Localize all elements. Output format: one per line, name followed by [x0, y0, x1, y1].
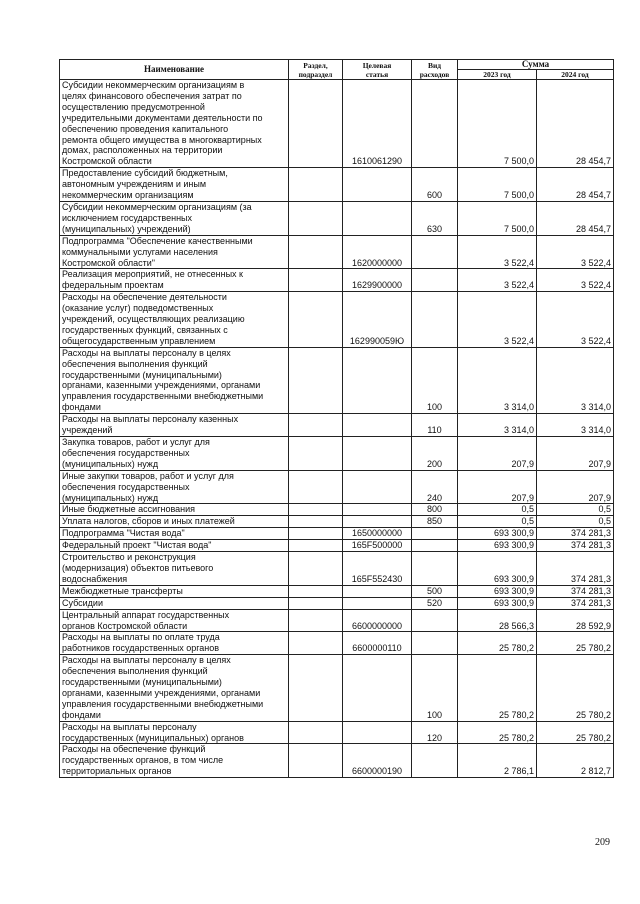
cell-name: Расходы на выплаты персоналу казенных учреждений: [60, 414, 289, 437]
cell-2024: 374 281,3: [537, 540, 614, 552]
header-year-2023: 2023 год: [458, 70, 537, 80]
cell-section: [289, 269, 343, 292]
cell-name: Субсидии: [60, 597, 289, 609]
cell-target: 165F552430: [343, 552, 412, 586]
cell-type: 600: [412, 168, 458, 202]
cell-2024: 2 812,7: [537, 744, 614, 778]
cell-section: [289, 655, 343, 721]
table-row: [60, 414, 614, 437]
cell-section: [289, 585, 343, 597]
cell-section: [289, 168, 343, 202]
cell-section: [289, 516, 343, 528]
cell-type: 240: [412, 470, 458, 504]
table-row: [60, 655, 614, 721]
cell-target: 165F500000: [343, 540, 412, 552]
cell-type: [412, 269, 458, 292]
cell-target: 6600000110: [343, 632, 412, 655]
table-body: [60, 80, 614, 778]
cell-target: [343, 504, 412, 516]
cell-type: [412, 528, 458, 540]
table-row: [60, 552, 614, 586]
table-row: [60, 168, 614, 202]
cell-2024: 25 780,2: [537, 632, 614, 655]
cell-type: [412, 235, 458, 269]
cell-type: [412, 744, 458, 778]
header-type: Вид расходов: [412, 60, 458, 80]
cell-2024: 207,9: [537, 437, 614, 471]
cell-2024: 0,5: [537, 516, 614, 528]
cell-section: [289, 437, 343, 471]
cell-type: [412, 552, 458, 586]
cell-type: 850: [412, 516, 458, 528]
cell-name: Центральный аппарат государственных органов Костромской области: [60, 609, 289, 632]
table-row: [60, 80, 614, 168]
cell-type: 630: [412, 201, 458, 235]
cell-name: Расходы на выплаты персоналу в целях обеспечения выполнения функций государственными (муниципальными) органами, казенными учреждениями, органами управления государственными внебюджетными фондами: [60, 347, 289, 413]
cell-2023: 3 522,4: [458, 269, 537, 292]
cell-target: [343, 597, 412, 609]
cell-target: [343, 201, 412, 235]
cell-2023: 7 500,0: [458, 201, 537, 235]
page-number: 209: [595, 837, 610, 848]
budget-table: [59, 59, 614, 778]
cell-target: [343, 437, 412, 471]
cell-name: Субсидии некоммерческим организациям (за исключением государственных (муниципальных) учреждений): [60, 201, 289, 235]
table-row: [60, 437, 614, 471]
table-row: [60, 269, 614, 292]
cell-2024: 3 522,4: [537, 269, 614, 292]
cell-section: [289, 552, 343, 586]
table-row: [60, 585, 614, 597]
cell-section: [289, 347, 343, 413]
table-row: [60, 235, 614, 269]
table-row: [60, 201, 614, 235]
cell-section: [289, 292, 343, 348]
cell-type: 200: [412, 437, 458, 471]
cell-section: [289, 597, 343, 609]
cell-section: [289, 414, 343, 437]
cell-target: [343, 585, 412, 597]
cell-2023: 207,9: [458, 470, 537, 504]
table-row: [60, 597, 614, 609]
cell-section: [289, 201, 343, 235]
cell-2024: 25 780,2: [537, 655, 614, 721]
cell-2023: 693 300,9: [458, 597, 537, 609]
table-row: [60, 504, 614, 516]
cell-2023: 7 500,0: [458, 80, 537, 168]
cell-name: Предоставление субсидий бюджетным, автономным учреждениям и иным некоммерческим организациям: [60, 168, 289, 202]
cell-section: [289, 744, 343, 778]
cell-section: [289, 80, 343, 168]
header-section: Раздел, подраздел: [289, 60, 343, 80]
table-header: [60, 60, 614, 80]
cell-target: 1620000000: [343, 235, 412, 269]
cell-2024: 374 281,3: [537, 528, 614, 540]
cell-type: 110: [412, 414, 458, 437]
cell-target: 6600000000: [343, 609, 412, 632]
cell-name: Расходы на выплаты по оплате труда работников государственных органов: [60, 632, 289, 655]
cell-2023: 7 500,0: [458, 168, 537, 202]
cell-2023: 693 300,9: [458, 585, 537, 597]
table-row: [60, 516, 614, 528]
cell-2023: 3 522,4: [458, 292, 537, 348]
cell-2024: 374 281,3: [537, 585, 614, 597]
cell-section: [289, 721, 343, 744]
cell-2023: 693 300,9: [458, 540, 537, 552]
table-row: [60, 528, 614, 540]
cell-2023: 693 300,9: [458, 552, 537, 586]
cell-type: 120: [412, 721, 458, 744]
cell-name: Межбюджетные трансферты: [60, 585, 289, 597]
cell-type: 800: [412, 504, 458, 516]
cell-2023: 3 314,0: [458, 414, 537, 437]
cell-2024: 0,5: [537, 504, 614, 516]
header-name: Наименование: [60, 60, 289, 80]
cell-name: Субсидии некоммерческим организациям в целях финансового обеспечения затрат по осуществлению предусмотренной учредительными документами деятельности по обеспечению проведения капитального ремонта общего имущества в многоквартирных домах, расположенных на территории Костромской области: [60, 80, 289, 168]
table-row: [60, 609, 614, 632]
cell-name: Подпрограмма "Чистая вода": [60, 528, 289, 540]
cell-section: [289, 470, 343, 504]
cell-section: [289, 504, 343, 516]
cell-target: [343, 655, 412, 721]
cell-target: 6600000190: [343, 744, 412, 778]
cell-2023: 2 786,1: [458, 744, 537, 778]
cell-2024: 3 522,4: [537, 235, 614, 269]
cell-2023: 693 300,9: [458, 528, 537, 540]
cell-target: 162990059Ю: [343, 292, 412, 348]
cell-type: 500: [412, 585, 458, 597]
cell-name: Уплата налогов, сборов и иных платежей: [60, 516, 289, 528]
header-target: Целевая статья: [343, 60, 412, 80]
cell-type: [412, 632, 458, 655]
cell-target: 1610061290: [343, 80, 412, 168]
cell-name: Иные закупки товаров, работ и услуг для обеспечения государственных (муниципальных) нужд: [60, 470, 289, 504]
cell-2023: 25 780,2: [458, 655, 537, 721]
cell-2024: 28 454,7: [537, 168, 614, 202]
table-row: [60, 292, 614, 348]
cell-section: [289, 609, 343, 632]
cell-name: Расходы на обеспечение функций государственных органов, в том числе территориальных органов: [60, 744, 289, 778]
table-row: [60, 721, 614, 744]
cell-2023: 25 780,2: [458, 632, 537, 655]
cell-target: [343, 414, 412, 437]
cell-2024: 28 454,7: [537, 80, 614, 168]
cell-2023: 3 314,0: [458, 347, 537, 413]
cell-name: Расходы на выплаты персоналу государственных (муниципальных) органов: [60, 721, 289, 744]
cell-2024: 3 522,4: [537, 292, 614, 348]
cell-type: [412, 80, 458, 168]
cell-type: 100: [412, 347, 458, 413]
table-row: [60, 632, 614, 655]
header-sum: Сумма: [458, 60, 614, 70]
cell-2023: 25 780,2: [458, 721, 537, 744]
cell-2024: 3 314,0: [537, 347, 614, 413]
cell-2024: 25 780,2: [537, 721, 614, 744]
cell-2024: 374 281,3: [537, 552, 614, 586]
cell-target: [343, 516, 412, 528]
cell-section: [289, 540, 343, 552]
cell-2024: 207,9: [537, 470, 614, 504]
cell-2024: 28 454,7: [537, 201, 614, 235]
cell-name: Расходы на обеспечение деятельности (оказание услуг) подведомственных учреждений, осуществляющих реализацию государственных функций, связанных с общегосударственным управлением: [60, 292, 289, 348]
cell-2024: 28 592,9: [537, 609, 614, 632]
cell-name: Реализация мероприятий, не отнесенных к федеральным проектам: [60, 269, 289, 292]
cell-2023: 207,9: [458, 437, 537, 471]
cell-section: [289, 235, 343, 269]
cell-target: [343, 470, 412, 504]
cell-2023: 0,5: [458, 504, 537, 516]
cell-2023: 3 522,4: [458, 235, 537, 269]
cell-name: Расходы на выплаты персоналу в целях обеспечения выполнения функций государственными (муниципальными) органами, казенными учреждениями, органами управления государственными внебюджетными фондами: [60, 655, 289, 721]
cell-target: [343, 721, 412, 744]
table-row: [60, 744, 614, 778]
cell-name: Иные бюджетные ассигнования: [60, 504, 289, 516]
cell-type: [412, 609, 458, 632]
cell-2023: 0,5: [458, 516, 537, 528]
cell-section: [289, 632, 343, 655]
cell-2023: 28 566,3: [458, 609, 537, 632]
cell-type: [412, 292, 458, 348]
table-row: [60, 540, 614, 552]
table-row: [60, 347, 614, 413]
cell-type: [412, 540, 458, 552]
cell-target: [343, 347, 412, 413]
cell-section: [289, 528, 343, 540]
cell-target: [343, 168, 412, 202]
cell-target: 1650000000: [343, 528, 412, 540]
cell-2024: 374 281,3: [537, 597, 614, 609]
cell-type: 100: [412, 655, 458, 721]
cell-name: Строительство и реконструкция (модернизация) объектов питьевого водоснабжения: [60, 552, 289, 586]
cell-name: Федеральный проект "Чистая вода": [60, 540, 289, 552]
cell-2024: 3 314,0: [537, 414, 614, 437]
cell-name: Закупка товаров, работ и услуг для обеспечения государственных (муниципальных) нужд: [60, 437, 289, 471]
cell-type: 520: [412, 597, 458, 609]
header-year-2024: 2024 год: [537, 70, 614, 80]
cell-name: Подпрограмма "Обеспечение качественными коммунальными услугами населения Костромской области": [60, 235, 289, 269]
table-row: [60, 470, 614, 504]
cell-target: 1629900000: [343, 269, 412, 292]
